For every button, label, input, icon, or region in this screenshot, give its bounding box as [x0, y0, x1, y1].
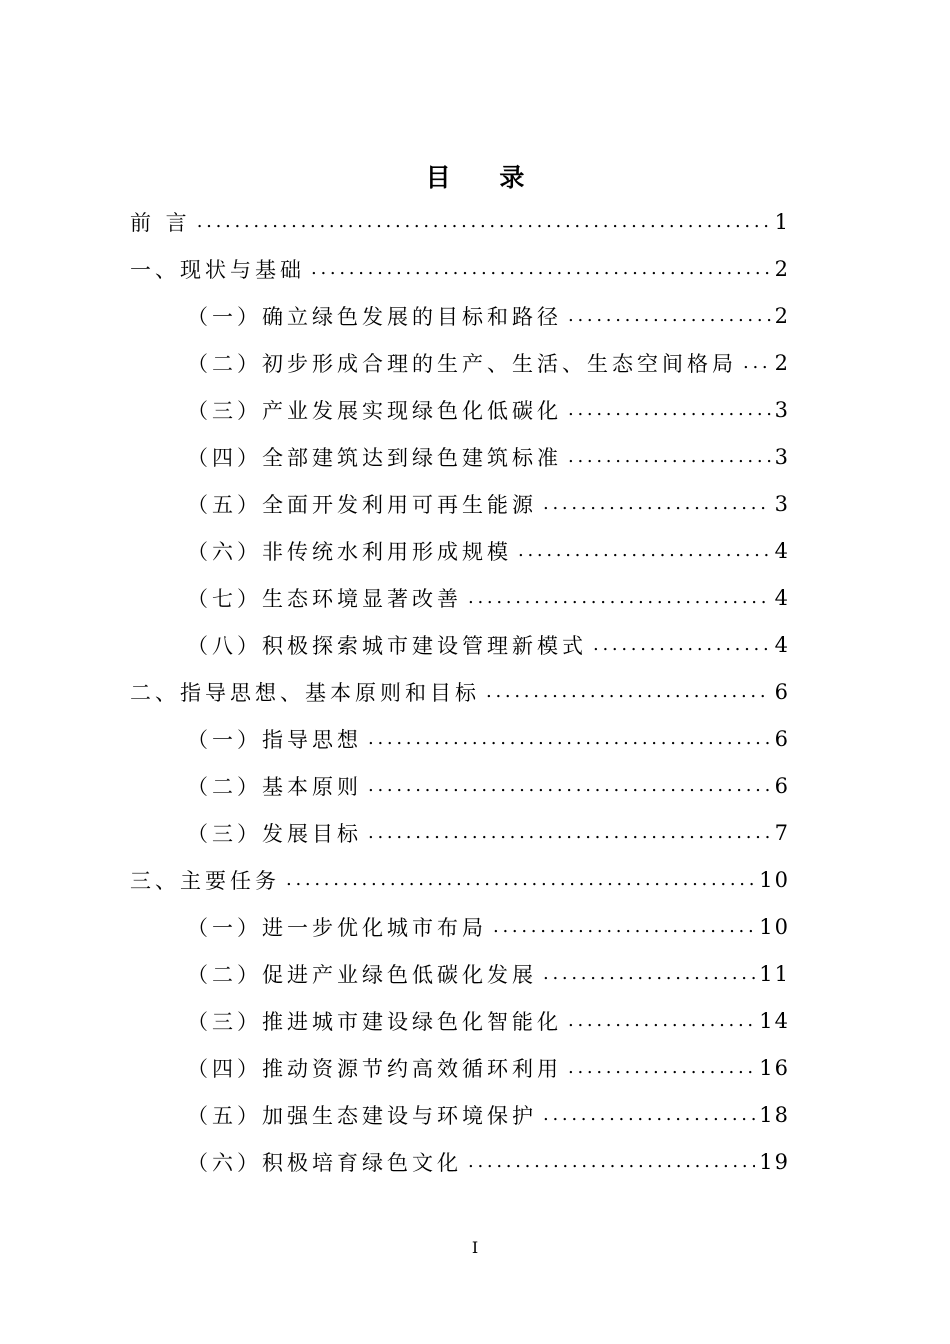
toc-entry-page: 3 [774, 492, 790, 516]
toc-entry-page: 2 [774, 304, 790, 328]
toc-entry[interactable] [187, 766, 790, 806]
toc-entry[interactable] [187, 484, 790, 524]
toc-entry-page: 2 [774, 351, 790, 375]
toc-leader-dots [518, 539, 771, 563]
toc-entry-label: （四）推动资源节约高效循环利用 [187, 1057, 562, 1081]
toc-entry[interactable] [130, 672, 790, 712]
toc-entry[interactable] [187, 296, 790, 336]
toc-entry-label: （一）指导思想 [187, 728, 362, 752]
footer-page-number: I [471, 1238, 479, 1257]
toc-entry-label: 前 言 [130, 211, 191, 235]
toc-leader-dots [493, 915, 755, 939]
toc-entry-page: 4 [774, 586, 790, 610]
toc-leader-dots [543, 1103, 755, 1127]
toc-entry-page: 19 [759, 1150, 790, 1174]
toc-entry-label: （六）非传统水利用形成规模 [187, 540, 512, 564]
toc-leader-dots [368, 727, 771, 751]
toc-leader-dots [568, 1056, 755, 1080]
toc-entry[interactable] [187, 437, 790, 477]
toc-entry[interactable] [187, 531, 790, 571]
toc-entry-label: （二）基本原则 [187, 775, 362, 799]
toc-entry-page: 3 [774, 398, 790, 422]
toc-leader-dots [368, 774, 771, 798]
toc-entry-label: （五）全面开发利用可再生能源 [187, 493, 537, 517]
toc-leader-dots [468, 1150, 755, 1174]
page-title: 目 录 [425, 163, 545, 192]
toc-leader-dots [568, 304, 771, 328]
toc-entry-label: （四）全部建筑达到绿色建筑标准 [187, 446, 562, 470]
toc-leader-dots [568, 398, 771, 422]
toc-entry[interactable] [187, 578, 790, 618]
toc-leader-dots [368, 821, 771, 845]
toc-entry-page: 1 [774, 210, 790, 234]
toc-leader-dots [568, 1009, 755, 1033]
toc-entry[interactable] [187, 1142, 790, 1182]
toc-entry-page: 10 [759, 868, 790, 892]
toc-entry-label: 一、现状与基础 [130, 258, 305, 282]
toc-entry-page: 4 [774, 633, 790, 657]
toc-leader-dots [311, 257, 771, 281]
toc-entry[interactable] [187, 1095, 790, 1135]
toc-entry-label: （五）加强生态建设与环境保护 [187, 1104, 537, 1128]
toc-entry[interactable] [187, 954, 790, 994]
toc-entry[interactable] [187, 813, 790, 853]
toc-entry-label: （二）初步形成合理的生产、生活、生态空间格局 [187, 352, 737, 376]
toc-entry-label: （三）发展目标 [187, 822, 362, 846]
toc-leader-dots [568, 445, 771, 469]
toc-entry-label: （三）推进城市建设绿色化智能化 [187, 1010, 562, 1034]
toc-leader-dots [543, 492, 771, 516]
toc-leader-dots [543, 962, 755, 986]
toc-entry-label: （二）促进产业绿色低碳化发展 [187, 963, 537, 987]
toc-entry-page: 14 [759, 1009, 790, 1033]
toc-leader-dots [486, 680, 771, 704]
toc-entry-label: （六）积极培育绿色文化 [187, 1151, 462, 1175]
toc-entry-label: 三、主要任务 [130, 869, 280, 893]
toc-entry-label: （八）积极探索城市建设管理新模式 [187, 634, 587, 658]
toc-entry-page: 6 [774, 680, 790, 704]
toc-entry-page: 6 [774, 774, 790, 798]
toc-entry[interactable] [187, 1001, 790, 1041]
toc-leader-dots [743, 351, 771, 375]
toc-entry-page: 3 [774, 445, 790, 469]
toc-entry-page: 6 [774, 727, 790, 751]
toc-leader-dots [593, 633, 771, 657]
toc-entry-page: 2 [774, 257, 790, 281]
toc-entry[interactable] [130, 860, 790, 900]
toc-entry-label: （七）生态环境显著改善 [187, 587, 462, 611]
toc-entry[interactable] [187, 390, 790, 430]
toc-entry-page: 7 [774, 821, 790, 845]
toc-leader-dots [286, 868, 755, 892]
toc-entry-page: 4 [774, 539, 790, 563]
toc-leader-dots [468, 586, 771, 610]
toc-entry-label: （三）产业发展实现绿色化低碳化 [187, 399, 562, 423]
toc-entry[interactable] [130, 202, 790, 242]
toc-entry[interactable] [187, 343, 790, 383]
toc-leader-dots [197, 210, 771, 234]
toc-entry-page: 18 [759, 1103, 790, 1127]
toc-entry[interactable] [130, 249, 790, 289]
toc-entry-page: 11 [759, 962, 790, 986]
toc-entry[interactable] [187, 1048, 790, 1088]
toc-entry[interactable] [187, 719, 790, 759]
toc-entry-label: 二、指导思想、基本原则和目标 [130, 681, 480, 705]
toc-entry-label: （一）进一步优化城市布局 [187, 916, 487, 940]
toc-entry-page: 10 [759, 915, 790, 939]
toc-entry[interactable] [187, 907, 790, 947]
toc-entry-label: （一）确立绿色发展的目标和路径 [187, 305, 562, 329]
toc-entry-page: 16 [759, 1056, 790, 1080]
toc-entry[interactable] [187, 625, 790, 665]
